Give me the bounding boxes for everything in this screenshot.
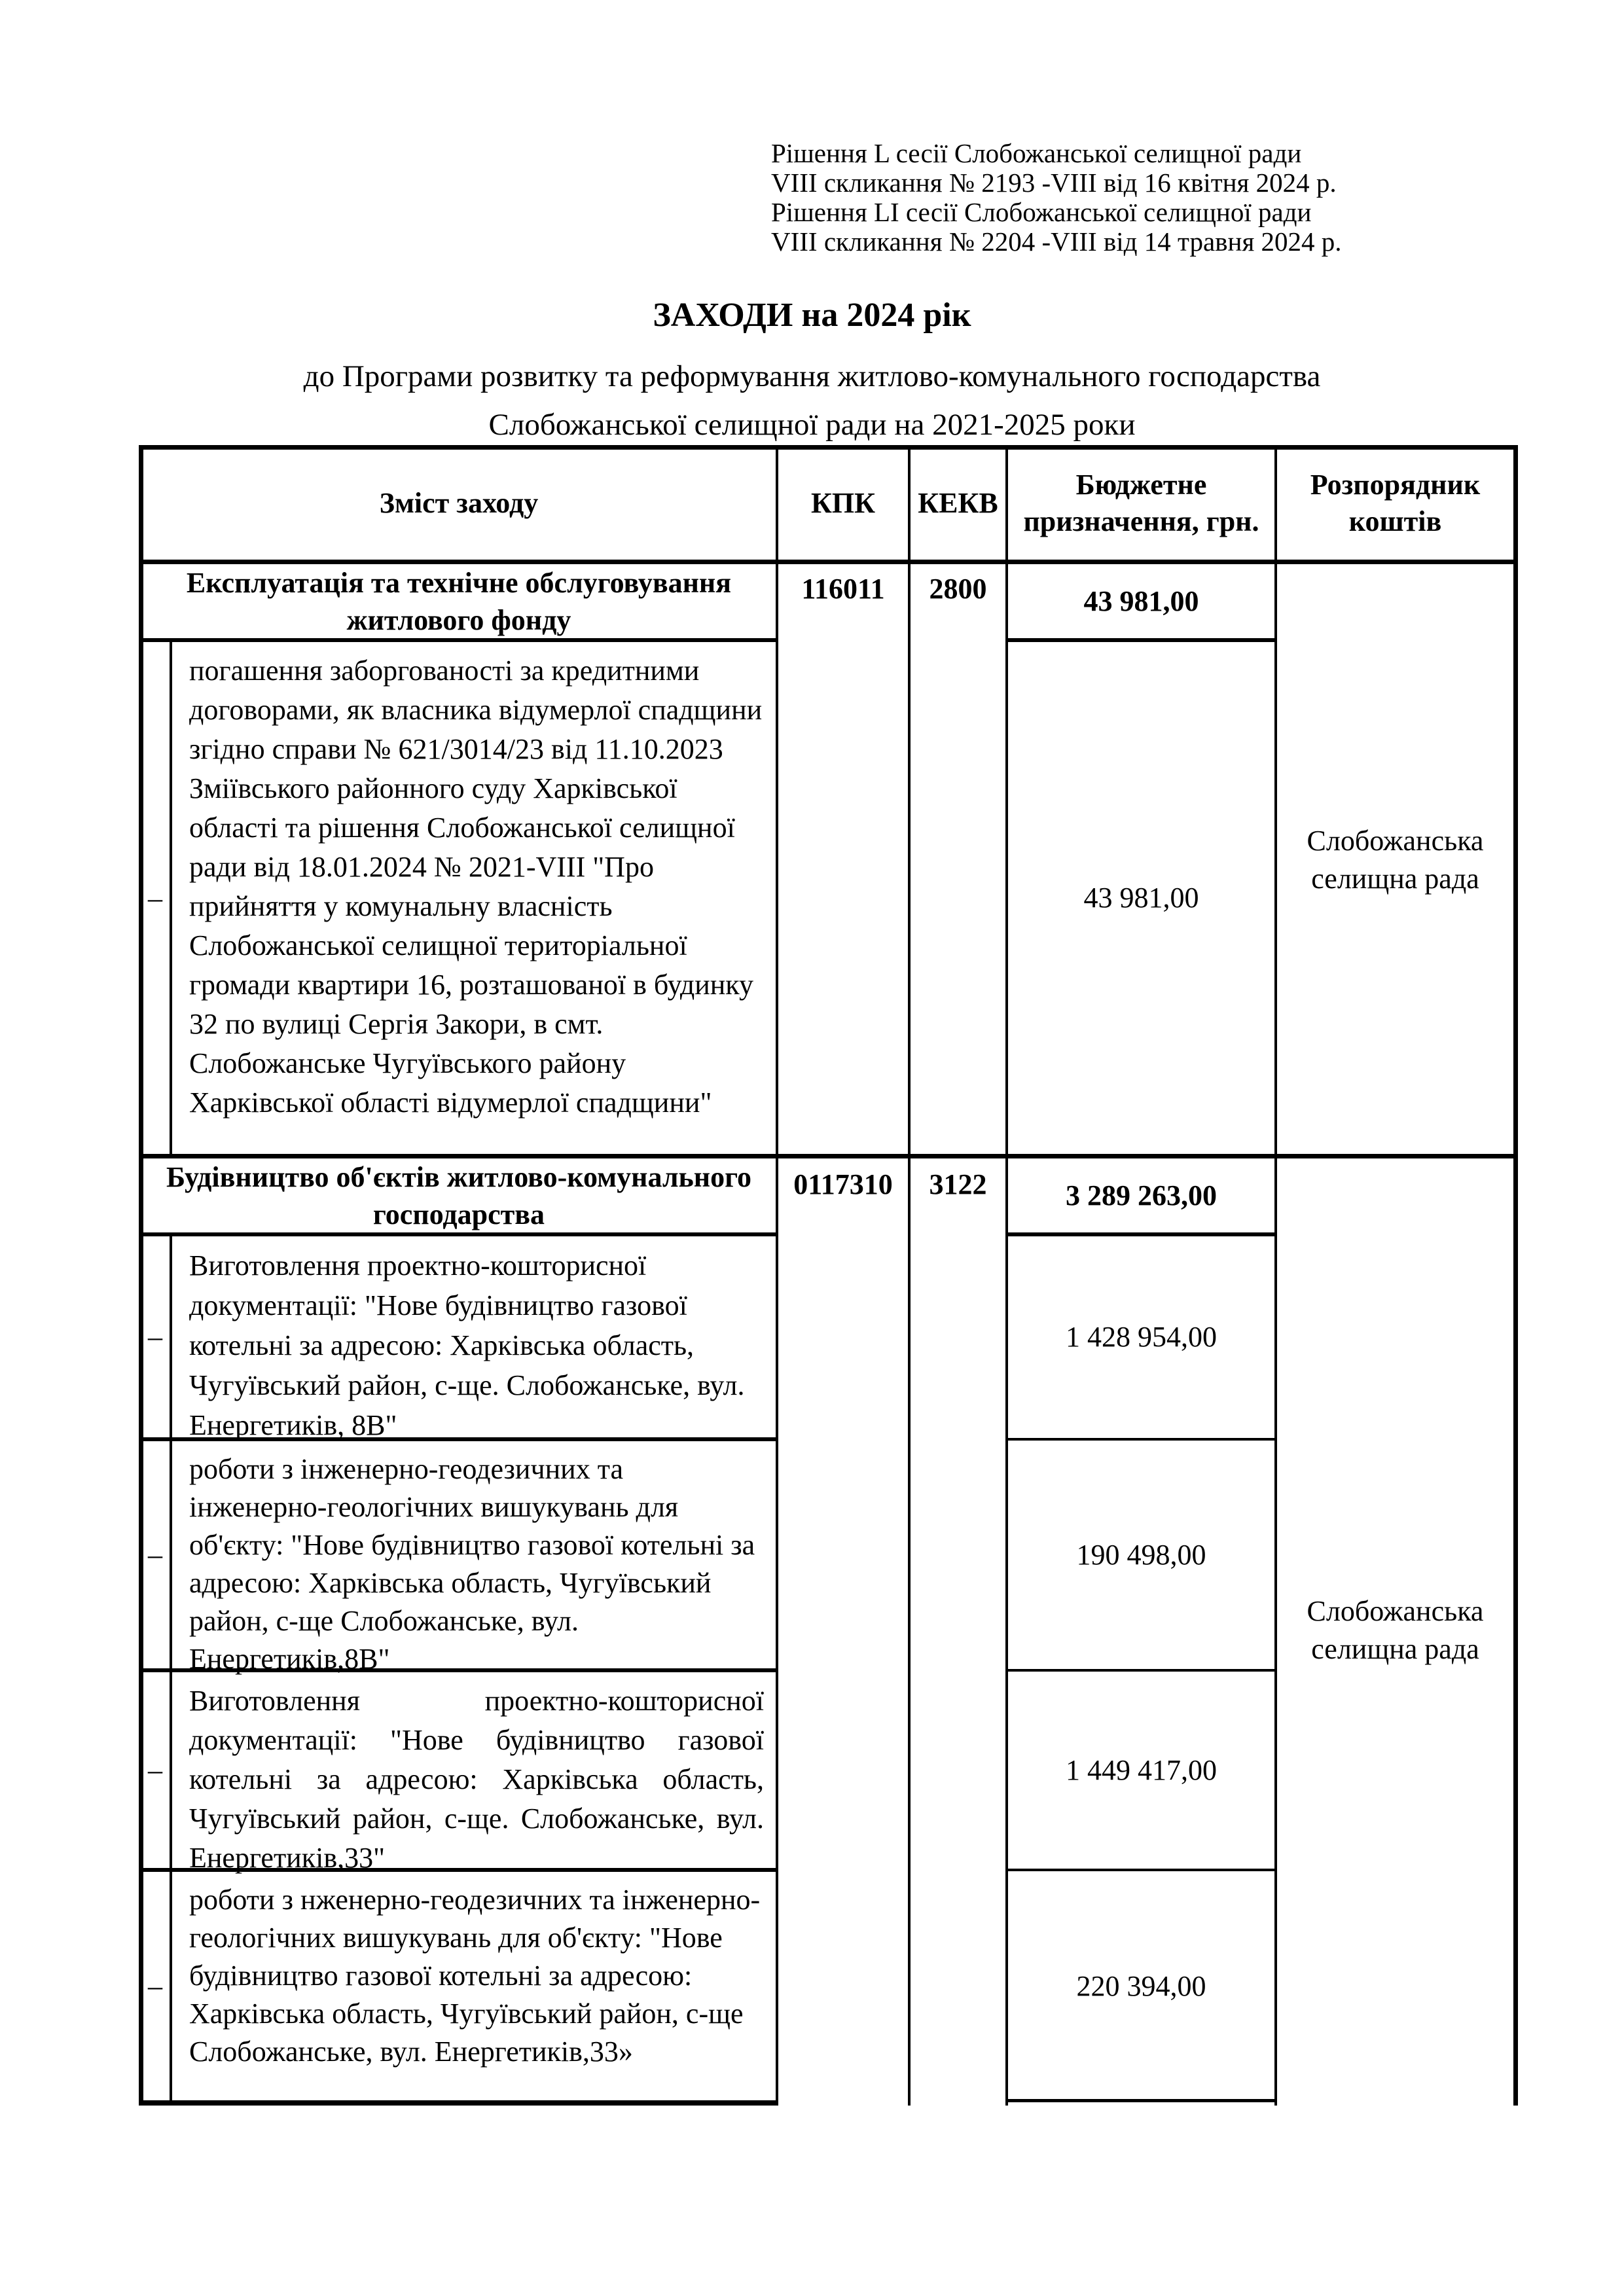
- header-cell-kekv: КЕКВ: [918, 487, 998, 519]
- item-amount-cell: 220 394,00: [1076, 1969, 1206, 2002]
- section-total-amount: 43 981,00: [1083, 584, 1199, 617]
- section-total-amount: 3 289 263,00: [1066, 1179, 1217, 1211]
- subtitle-line-2: Слобожанської селищної ради на 2021-2025 роки: [488, 408, 1136, 442]
- row-divider: [1005, 1669, 1277, 1672]
- item-amount-cell: 190 498,00: [1076, 1538, 1206, 1571]
- decision-line: Рішення L сесії Слобожанської селищної ради: [771, 138, 1302, 168]
- section-kpk-value: 0117310: [793, 1168, 893, 1200]
- subtitle-line-1: до Програми розвитку та реформування житлово-комунального господарства: [303, 359, 1321, 393]
- decision-line: VIII скликання № 2193 -VIII від 16 квітня 2024 р.: [771, 168, 1337, 198]
- header-cell-budget: Бюджетне призначення, грн.: [1023, 469, 1259, 537]
- item-text-cell: роботи з нженерно-геодезичних та інженерно-геологічних вишукувань для об'єкту: "Нове будівництво газової котельні за адресою: Харківська область, Чугуївський район, с-ще Слобожанське, вул. Енергетиків,33»: [189, 1884, 761, 2068]
- item-marker: –: [148, 882, 162, 914]
- row-divider: [1005, 1869, 1277, 1871]
- decision-line: Рішення LI сесії Слобожанської селищної ради: [771, 197, 1312, 227]
- section-kekv-value: 3122: [929, 1168, 987, 1200]
- decision-line: VIII скликання № 2204 -VIII від 14 травня 2024 р.: [771, 226, 1342, 257]
- section-manager-cell: Слобожанська селищна рада: [1307, 1595, 1484, 1665]
- table-border-bottom: [139, 2100, 778, 2106]
- item-marker: –: [148, 1754, 162, 1786]
- section-manager-cell: Слобожанська селищна рада: [1307, 825, 1484, 895]
- section-title-cell: Експлуатація та технічне обслуговування житлового фонду: [186, 566, 732, 636]
- table-border-right: [1513, 445, 1518, 2106]
- item-text-cell: Виготовлення проектно-кошторисної документації: "Нове будівництво газової котельні за адресою: Харківська область, Чугуївський район, с-ще. Слобожанське, вул. Енергетиків,33": [189, 1685, 764, 1874]
- item-text-cell: роботи з інженерно-геодезичних та інженерно-геологічних вишукувань для об'єкту: "Нове будівництво газової котельні за адресою: Харківська область, Чугуївський район, с-ще Слобожанське, вул. Енергетиків,8В": [189, 1453, 755, 1675]
- row-divider: [1005, 1438, 1277, 1441]
- item-text-cell: погашення заборгованості за кредитними договорами, як власника відумерлої спадщини згідно справи № 621/3014/23 від 11.10.2023 Зміївського районного суду Харківської області та рішення Слобожанської селищної ради від 18.01.2024 № 2021-VIII "Про прийняття у комунальну власність Слобожанської селищної територіальної громади квартири 16, розташованої в будинку 32 по вулиці Сергія Закори, в смт. Слобожанське Чугуївського району Харківської області відумерлої спадщини": [189, 655, 763, 1119]
- table-border-content-kpk: [776, 445, 778, 2106]
- item-marker: –: [148, 1321, 162, 1353]
- header-cell-kpk: КПК: [810, 487, 876, 519]
- item-marker: –: [148, 1970, 162, 2002]
- decision-references: [771, 139, 1524, 257]
- section-kekv-value: 2800: [929, 573, 987, 605]
- item-amount-cell: 43 981,00: [1083, 882, 1199, 914]
- table-border-kpk-kekv: [908, 445, 911, 2106]
- header-cell-manager: Розпорядник коштів: [1310, 469, 1481, 537]
- item-marker: –: [148, 1539, 162, 1571]
- item-amount-cell: 1 449 417,00: [1066, 1753, 1217, 1786]
- section-kpk-value: 116011: [801, 573, 885, 605]
- item-amount-cell: 1 428 954,00: [1066, 1320, 1217, 1353]
- page-title: ЗАХОДИ на 2024 рік: [653, 296, 971, 334]
- header-cell-content: Зміст заходу: [379, 487, 539, 519]
- section-title-cell: Будівництво об'єктів житлово-комунального господарства: [166, 1160, 752, 1230]
- item-text-cell: Виготовлення проектно-кошторисної документації: "Нове будівництво газової котельні за адресою: Харківська область, Чугуївський район, с-ще. Слобожанське, вул. Енергетиків, 8В": [189, 1249, 745, 1441]
